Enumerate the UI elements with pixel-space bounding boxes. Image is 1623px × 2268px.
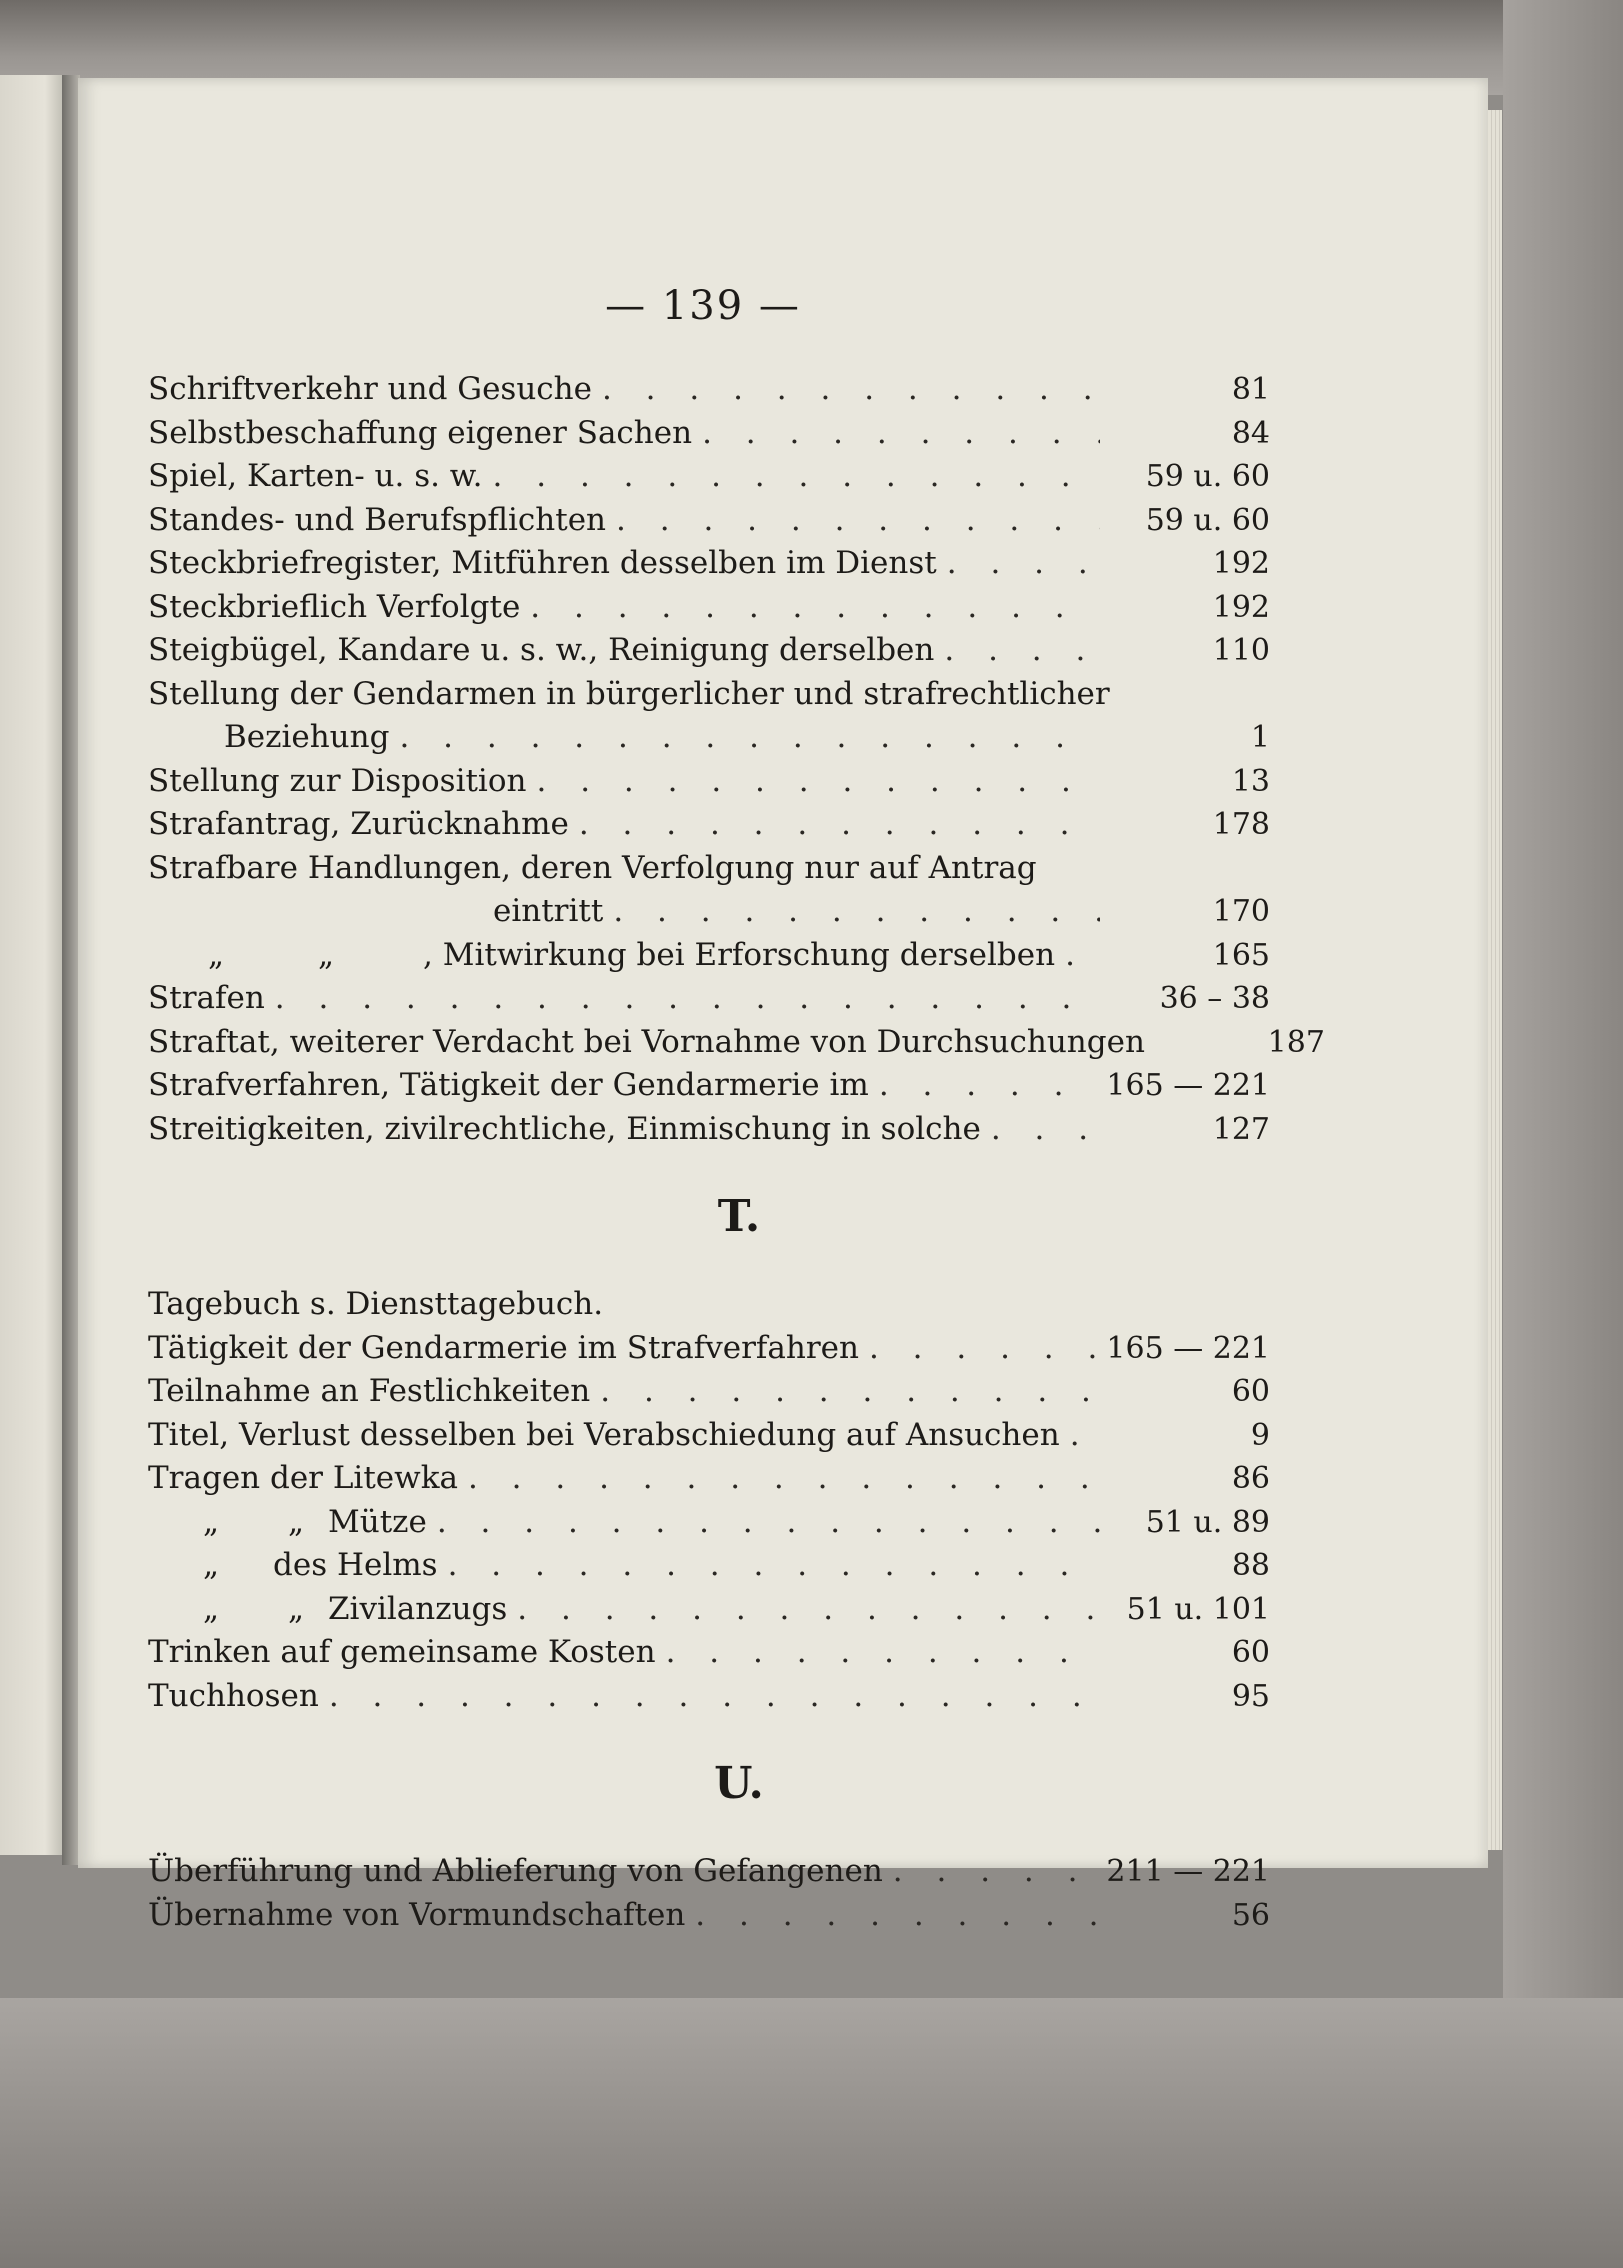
leader-dots bbox=[883, 1850, 1100, 1894]
entry-label: Überführung und Ablieferung von Gefangenen bbox=[148, 1853, 883, 1889]
entry-label: Übernahme von Vormundschaften bbox=[148, 1896, 686, 1933]
index-entry-continuation bbox=[148, 716, 1270, 760]
leader-dots bbox=[603, 890, 1100, 934]
entry-page: 51 u. 89 bbox=[1145, 1504, 1270, 1540]
index-entry bbox=[148, 1850, 1270, 1894]
index-entry bbox=[148, 1501, 1270, 1545]
entry-label: Strafantrag, Zurücknahme bbox=[148, 806, 569, 842]
book-cover-bottom bbox=[0, 1998, 1623, 2268]
index-entry bbox=[148, 1064, 1270, 1108]
index-entry bbox=[148, 1631, 1270, 1675]
entry-label: Steckbrieflich Verfolgte bbox=[148, 588, 521, 625]
leader-dots bbox=[981, 1108, 1100, 1152]
entry-page: 86 bbox=[1231, 1461, 1270, 1496]
ditto-mark: „ bbox=[208, 936, 225, 973]
leader-dots bbox=[1145, 1021, 1155, 1065]
leader-dots bbox=[869, 1064, 1100, 1108]
entry-page: 9 bbox=[1250, 1417, 1270, 1453]
index-entry bbox=[148, 412, 1270, 456]
entry-label: Tragen der Litewka bbox=[148, 1460, 458, 1496]
entry-label: Stellung der Gendarmen in bürgerlicher und strafrechtlicher bbox=[148, 675, 1110, 712]
leader-dots bbox=[685, 1894, 1100, 1938]
leader-dots bbox=[389, 716, 1100, 760]
leader-dots bbox=[507, 1588, 1100, 1632]
index-entry bbox=[148, 455, 1270, 499]
entry-label: Strafverfahren, Tätigkeit der Gendarmerie im bbox=[148, 1067, 869, 1103]
index-entry bbox=[148, 673, 1270, 717]
leader-dots bbox=[520, 586, 1100, 630]
entry-page: 88 bbox=[1231, 1548, 1270, 1583]
index-entry bbox=[148, 1457, 1270, 1501]
entry-page: 13 bbox=[1231, 763, 1270, 799]
ditto-mark: „ bbox=[203, 1503, 220, 1540]
entry-text: , Mitwirkung bei Erforschung derselben bbox=[423, 936, 1056, 973]
leader-dots bbox=[569, 803, 1100, 847]
entry-page: 56 bbox=[1231, 1897, 1270, 1933]
leader-dots bbox=[319, 1675, 1100, 1719]
entry-label bbox=[148, 1544, 438, 1588]
leader-dots bbox=[590, 1370, 1100, 1414]
entry-label: Schriftverkehr und Gesuche bbox=[148, 371, 592, 407]
entry-label: Steigbügel, Kandare u. s. w., Reinigung derselben bbox=[148, 632, 935, 668]
entry-text: Mütze bbox=[328, 1503, 427, 1540]
section-heading-t: T. bbox=[717, 1191, 761, 1242]
entry-label: Selbstbeschaffung eigener Sachen bbox=[148, 414, 693, 451]
entry-label bbox=[148, 1501, 427, 1545]
entry-label bbox=[148, 1588, 507, 1632]
leader-dots bbox=[526, 760, 1100, 804]
entry-label: Streitigkeiten, zivilrechtliche, Einmischung in solche bbox=[148, 1110, 981, 1147]
entry-label: Tagebuch s. Diensttagebuch. bbox=[148, 1286, 604, 1322]
entry-page: 165 — 221 bbox=[1106, 1330, 1270, 1366]
entry-label: Tuchhosen bbox=[148, 1677, 319, 1714]
page-block-edge bbox=[1488, 110, 1502, 1850]
index-entry bbox=[148, 1675, 1270, 1719]
entry-label: Beziehung bbox=[224, 719, 390, 755]
leader-dots bbox=[438, 1544, 1100, 1588]
leader-dots bbox=[859, 1327, 1100, 1371]
entry-label bbox=[148, 934, 1055, 978]
index-entry bbox=[148, 1894, 1270, 1938]
entry-label: Teilnahme an Festlichkeiten bbox=[148, 1373, 591, 1409]
entry-page: 211 — 221 bbox=[1106, 1854, 1270, 1889]
index-entry bbox=[148, 1021, 1325, 1065]
leader-dots bbox=[265, 977, 1100, 1021]
index-entry bbox=[148, 934, 1270, 978]
leader-dots bbox=[458, 1457, 1100, 1501]
entry-page: 51 u. 101 bbox=[1126, 1591, 1270, 1627]
entry-label: Strafbare Handlungen, deren Verfolgung nur auf Antrag bbox=[148, 849, 1037, 886]
entry-page: 60 bbox=[1231, 1635, 1270, 1670]
leader-dots bbox=[592, 368, 1100, 412]
index-entry bbox=[148, 803, 1270, 847]
leader-dots bbox=[934, 629, 1100, 673]
index-entry bbox=[148, 1544, 1270, 1588]
leader-dots bbox=[606, 499, 1100, 543]
page-number: — 139 — bbox=[605, 283, 801, 329]
entry-text: des Helms bbox=[273, 1547, 438, 1583]
index-entry bbox=[148, 847, 1270, 891]
leader-dots bbox=[427, 1501, 1100, 1545]
index-entry bbox=[148, 1414, 1270, 1458]
leader-dots bbox=[483, 455, 1100, 499]
entry-label: Tätigkeit der Gendarmerie im Strafverfahren bbox=[148, 1329, 859, 1366]
ditto-mark: „ bbox=[203, 1547, 220, 1583]
index-entry-continuation bbox=[148, 890, 1270, 934]
index-entry bbox=[148, 368, 1270, 412]
entry-page: 1 bbox=[1250, 720, 1270, 755]
index-entry bbox=[148, 586, 1270, 630]
leader-dots bbox=[937, 542, 1100, 586]
entry-label: Standes- und Berufspflichten bbox=[148, 501, 607, 538]
entry-label: Steckbriefregister, Mitführen desselben im Dienst bbox=[148, 545, 937, 581]
leader-dots bbox=[692, 412, 1100, 456]
entry-label: Spiel, Karten- u. s. w. bbox=[148, 458, 483, 494]
index-entry bbox=[148, 629, 1270, 673]
index-entry bbox=[148, 760, 1270, 804]
index-entry bbox=[148, 1327, 1270, 1371]
entry-page: 170 bbox=[1212, 894, 1270, 929]
index-entry bbox=[148, 1108, 1270, 1152]
entry-page: 59 u. 60 bbox=[1145, 502, 1270, 538]
ditto-mark: „ bbox=[203, 1590, 220, 1627]
leader-dots bbox=[1060, 1414, 1100, 1458]
index-entry bbox=[148, 1588, 1270, 1632]
leader-dots bbox=[656, 1631, 1100, 1675]
book-cover-right bbox=[1503, 0, 1623, 2268]
entry-page: 59 u. 60 bbox=[1145, 459, 1270, 494]
entry-page: 95 bbox=[1231, 1678, 1270, 1714]
index-entry bbox=[148, 1283, 1270, 1327]
entry-page: 192 bbox=[1212, 546, 1270, 581]
entry-label: Strafen bbox=[148, 980, 265, 1016]
entry-page: 192 bbox=[1212, 589, 1270, 625]
entry-page: 36 – 38 bbox=[1159, 981, 1270, 1016]
entry-page: 84 bbox=[1231, 415, 1270, 451]
index-page bbox=[78, 78, 1488, 1933]
index-entries bbox=[148, 368, 1325, 1937]
ditto-mark: „ bbox=[288, 1503, 305, 1540]
entry-page: 81 bbox=[1231, 372, 1270, 407]
entry-page: 127 bbox=[1212, 1111, 1270, 1147]
index-entry bbox=[148, 1370, 1270, 1414]
entry-page: 60 bbox=[1231, 1374, 1270, 1409]
ditto-mark: „ bbox=[288, 1590, 305, 1627]
entry-page: 178 bbox=[1212, 807, 1270, 842]
entry-label: Titel, Verlust desselben bei Verabschiedung auf Ansuchen bbox=[148, 1416, 1060, 1453]
entry-page: 110 bbox=[1212, 633, 1270, 668]
entry-page: 165 bbox=[1212, 937, 1270, 973]
entry-label: Stellung zur Disposition bbox=[148, 762, 527, 799]
entry-label: Trinken auf gemeinsame Kosten bbox=[148, 1634, 656, 1670]
ditto-mark: „ bbox=[318, 936, 335, 973]
entry-label: eintritt bbox=[493, 893, 604, 929]
index-entry bbox=[148, 977, 1270, 1021]
section-heading-u: U. bbox=[714, 1758, 764, 1809]
leader-dots bbox=[1055, 934, 1100, 978]
entry-page: 187 bbox=[1267, 1024, 1325, 1060]
index-entry bbox=[148, 542, 1270, 586]
entry-label: Straftat, weiterer Verdacht bei Vornahme von Durchsuchungen bbox=[148, 1023, 1145, 1060]
entry-page: 165 — 221 bbox=[1106, 1068, 1270, 1103]
entry-text: Zivilanzugs bbox=[328, 1590, 508, 1627]
index-entry bbox=[148, 499, 1270, 543]
